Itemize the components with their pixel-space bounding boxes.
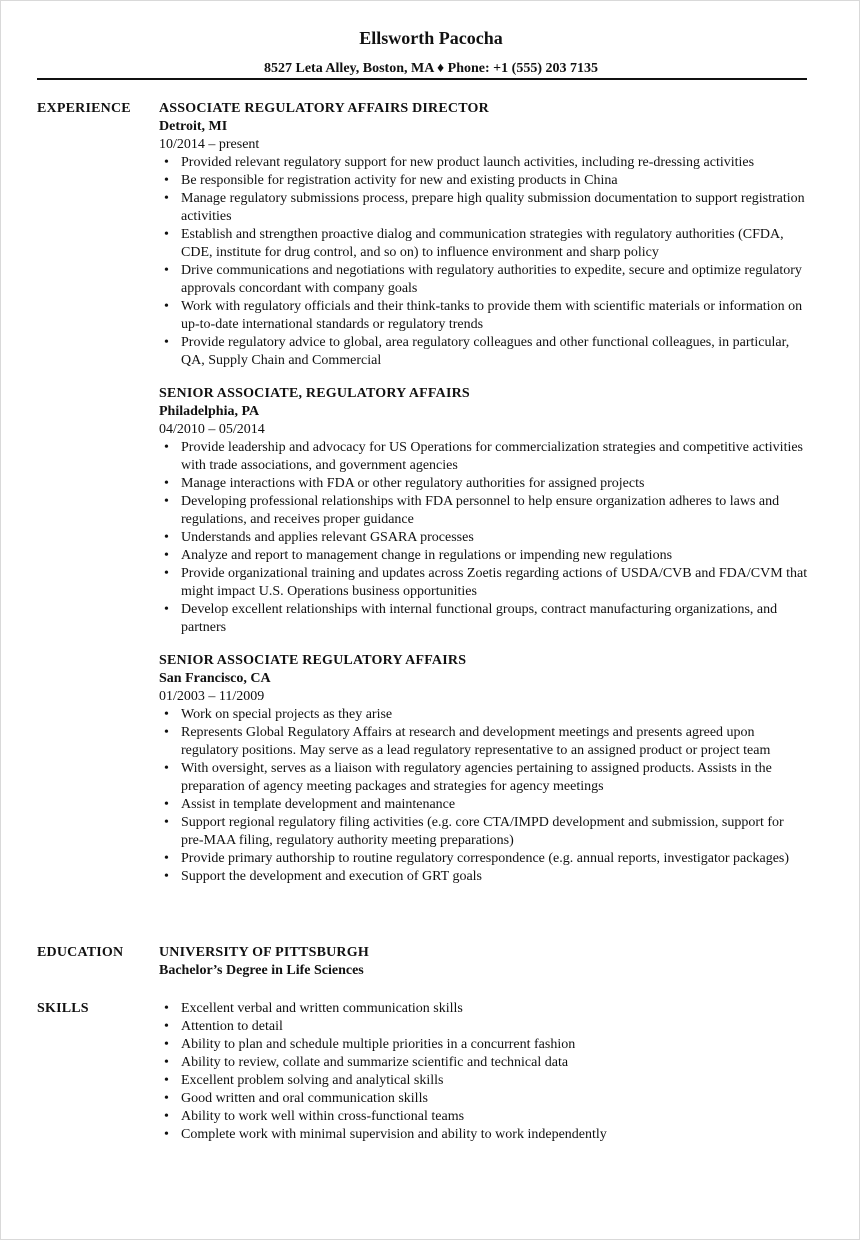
- skill-item: • Good written and oral communication skills: [159, 1090, 809, 1108]
- section-label-skills: SKILLS: [37, 1001, 89, 1016]
- job-bullets: [159, 154, 809, 370]
- job-title: SENIOR ASSOCIATE REGULATORY AFFAIRS: [159, 653, 467, 668]
- job-bullet: • Support the development and execution of GRT goals: [159, 868, 809, 886]
- job-title: SENIOR ASSOCIATE, REGULATORY AFFAIRS: [159, 386, 470, 401]
- job-location: Philadelphia, PA: [159, 404, 260, 419]
- skill-bullets: [159, 1000, 809, 1144]
- job-bullet: • Support regional regulatory filing activities (e.g. core CTA/IMPD development and submission, support for pre-MAA filing, regulatory authority meeting preparations): [159, 814, 809, 850]
- job-bullet: • Developing professional relationships with FDA personnel to help ensure organization adheres to laws and regulations, and receives proper guidance: [159, 493, 809, 529]
- job-dates: 01/2003 – 11/2009: [159, 689, 265, 704]
- job-location: San Francisco, CA: [159, 671, 271, 686]
- job-dates: 04/2010 – 05/2014: [159, 422, 265, 437]
- job-entry: [159, 652, 809, 886]
- job-bullet: • Provide organizational training and updates across Zoetis regarding actions of USDA/CVB and FDA/CVM that might impact U.S. Operations business opportunities: [159, 565, 809, 601]
- job-bullet: • Develop excellent relationships with internal functional groups, contract manufacturing organizations, and partners: [159, 601, 809, 637]
- job-bullets: [159, 439, 809, 637]
- header-divider: [37, 78, 807, 80]
- job-entry: [159, 100, 809, 370]
- resume-header: [1, 26, 860, 78]
- job-dates: 10/2014 – present: [159, 137, 260, 152]
- job-bullet: • With oversight, serves as a liaison with regulatory agencies pertaining to assigned products. Assists in the preparation of agency meeting packages and strategies for agency meetings: [159, 760, 809, 796]
- education-school: UNIVERSITY OF PITTSBURGH: [159, 945, 369, 960]
- job-bullets: [159, 706, 809, 886]
- job-bullet: • Drive communications and negotiations with regulatory authorities to expedite, secure and optimize regulatory approvals concordant with company goals: [159, 262, 809, 298]
- job-bullet: • Assist in template development and maintenance: [159, 796, 809, 814]
- skill-item: • Ability to review, collate and summarize scientific and technical data: [159, 1054, 809, 1072]
- candidate-name: Ellsworth Pacocha: [359, 28, 503, 48]
- job-bullet: • Provide primary authorship to routine regulatory correspondence (e.g. annual reports, investigator packages): [159, 850, 809, 868]
- skills-list: [159, 1000, 809, 1144]
- skill-item: • Excellent problem solving and analytical skills: [159, 1072, 809, 1090]
- job-bullet: • Understands and applies relevant GSARA processes: [159, 529, 809, 547]
- section-label-experience: EXPERIENCE: [37, 101, 131, 116]
- skill-item: • Excellent verbal and written communication skills: [159, 1000, 809, 1018]
- job-bullet: • Provided relevant regulatory support for new product launch activities, including re-dressing activities: [159, 154, 809, 172]
- skill-item: • Ability to work well within cross-functional teams: [159, 1108, 809, 1126]
- education-entry: [159, 944, 809, 980]
- job-bullet: • Analyze and report to management change in regulations or impending new regulations: [159, 547, 809, 565]
- job-bullet: • Work with regulatory officials and their think-tanks to provide them with scientific materials or information on up-to-date international standards or regulatory trends: [159, 298, 809, 334]
- job-bullet: • Provide leadership and advocacy for US Operations for commercialization strategies and competitive activities with trade associations, and government agencies: [159, 439, 809, 475]
- job-bullet: • Represents Global Regulatory Affairs at research and development meetings and presents agreed upon regulatory positions. May serve as a lead regulatory representative to an assigned product or project team: [159, 724, 809, 760]
- contact-line: 8527 Leta Alley, Boston, MA ♦ Phone: +1 (555) 203 7135: [263, 61, 598, 76]
- job-title: ASSOCIATE REGULATORY AFFAIRS DIRECTOR: [159, 101, 489, 116]
- skill-item: • Complete work with minimal supervision and ability to work independently: [159, 1126, 809, 1144]
- job-entry: [159, 385, 809, 637]
- experience-list: [159, 100, 809, 901]
- job-bullet: • Provide regulatory advice to global, area regulatory colleagues and other functional colleagues, in particular, QA, Supply Chain and Commercial: [159, 334, 809, 370]
- job-bullet: • Manage interactions with FDA or other regulatory authorities for assigned projects: [159, 475, 809, 493]
- skill-item: • Ability to plan and schedule multiple priorities in a concurrent fashion: [159, 1036, 809, 1054]
- section-label-education: EDUCATION: [37, 945, 124, 960]
- job-bullet: • Be responsible for registration activity for new and existing products in China: [159, 172, 809, 190]
- job-bullet: • Manage regulatory submissions process, prepare high quality submission documentation to support registration activities: [159, 190, 809, 226]
- job-bullet: • Work on special projects as they arise: [159, 706, 809, 724]
- job-location: Detroit, MI: [159, 119, 228, 134]
- skill-item: • Attention to detail: [159, 1018, 809, 1036]
- education-degree: Bachelor’s Degree in Life Sciences: [159, 963, 364, 978]
- job-bullet: • Establish and strengthen proactive dialog and communication strategies with regulatory authorities (CFDA, CDE, institute for drug control, and so on) to influence environment and sharp policy: [159, 226, 809, 262]
